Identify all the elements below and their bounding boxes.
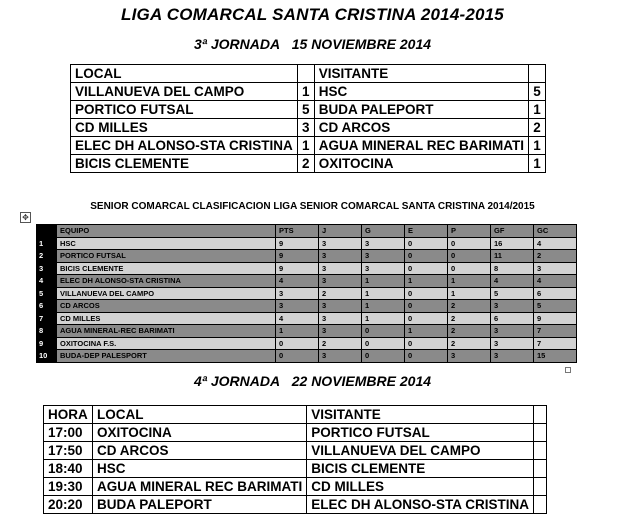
- stat-gf: 8: [491, 262, 534, 275]
- stat-gf: 3: [491, 350, 534, 363]
- visitante-goals: 1: [529, 137, 546, 155]
- team-name: OXITOCINA F.S.: [57, 337, 276, 350]
- team-name: BICIS CLEMENTE: [57, 262, 276, 275]
- stat-gf: 3: [491, 337, 534, 350]
- stat-j: 3: [319, 350, 362, 363]
- stat-g: 3: [362, 262, 405, 275]
- visitante-team: CD MILLES: [307, 478, 534, 496]
- stat-pts: 0: [276, 350, 319, 363]
- local-team: ELEC DH ALONSO-STA CRISTINA: [71, 137, 298, 155]
- stat-gc: 4: [534, 237, 577, 250]
- stat-gf: 3: [491, 325, 534, 338]
- kickoff-time: 17:50: [44, 442, 93, 460]
- team-name: CD ARCOS: [57, 300, 276, 313]
- stat-pts: 3: [276, 287, 319, 300]
- local-header: LOCAL: [93, 406, 307, 424]
- extra-cell: [534, 478, 547, 496]
- stat-j: 2: [319, 287, 362, 300]
- jornada-4-heading: [0, 373, 625, 389]
- local-goals: 1: [297, 83, 314, 101]
- extra-cell: [534, 460, 547, 478]
- stat-pts: 9: [276, 237, 319, 250]
- visitante-team: CD ARCOS: [314, 119, 528, 137]
- standings-row: [37, 312, 577, 325]
- stat-pts: 4: [276, 312, 319, 325]
- stat-gf: 6: [491, 312, 534, 325]
- stat-p: 2: [448, 337, 491, 350]
- standings-row: [37, 237, 577, 250]
- team-name: BUDA-DEP PALESPORT: [57, 350, 276, 363]
- stat-gc: 2: [534, 250, 577, 263]
- col-header: G: [362, 225, 405, 238]
- stat-e: 0: [405, 262, 448, 275]
- stat-p: 0: [448, 237, 491, 250]
- stat-j: 3: [319, 250, 362, 263]
- visitante-team: ELEC DH ALONSO-STA CRISTINA: [307, 496, 534, 514]
- standings-row: [37, 337, 577, 350]
- local-goals: 2: [297, 155, 314, 173]
- stat-e: 1: [405, 275, 448, 288]
- jornada-4-label: 4ª JORNADA: [193, 373, 281, 389]
- jornada-4-fixtures-table: [43, 405, 547, 514]
- standings-row: [37, 275, 577, 288]
- result-row: [71, 83, 546, 101]
- standings-row: [37, 262, 577, 275]
- stat-p: 0: [448, 262, 491, 275]
- team-name: AGUA MINERAL-REC BARIMATI: [57, 325, 276, 338]
- visitante-team: BICIS CLEMENTE: [307, 460, 534, 478]
- local-team: BICIS CLEMENTE: [71, 155, 298, 173]
- stat-e: 0: [405, 350, 448, 363]
- kickoff-time: 17:00: [44, 424, 93, 442]
- col-header: P: [448, 225, 491, 238]
- pos-header: [37, 225, 57, 238]
- stat-e: 0: [405, 250, 448, 263]
- team-name: VILLANUEVA DEL CAMPO: [57, 287, 276, 300]
- team-name: CD MILLES: [57, 312, 276, 325]
- table-move-handle-icon[interactable]: ✥: [20, 212, 31, 223]
- stat-p: 3: [448, 350, 491, 363]
- stat-gf: 16: [491, 237, 534, 250]
- stat-pts: 9: [276, 250, 319, 263]
- fixture-row: [44, 442, 547, 460]
- visitante-team: AGUA MINERAL REC BARIMATI: [314, 137, 528, 155]
- stat-j: 2: [319, 337, 362, 350]
- position: 3: [37, 262, 57, 275]
- standings-row: [37, 300, 577, 313]
- position: 1: [37, 237, 57, 250]
- kickoff-time: 18:40: [44, 460, 93, 478]
- stat-g: 1: [362, 287, 405, 300]
- team-name: PORTICO FUTSAL: [57, 250, 276, 263]
- stat-gc: 6: [534, 287, 577, 300]
- visitante-team: BUDA PALEPORT: [314, 101, 528, 119]
- stat-p: 2: [448, 312, 491, 325]
- stat-g: 0: [362, 350, 405, 363]
- stat-j: 3: [319, 325, 362, 338]
- stat-pts: 4: [276, 275, 319, 288]
- stat-e: 0: [405, 312, 448, 325]
- local-team: OXITOCINA: [93, 424, 307, 442]
- team-name: HSC: [57, 237, 276, 250]
- position: 4: [37, 275, 57, 288]
- standings-row: [37, 325, 577, 338]
- position: 5: [37, 287, 57, 300]
- extra-cell: [534, 424, 547, 442]
- stat-pts: 9: [276, 262, 319, 275]
- stat-e: 0: [405, 300, 448, 313]
- visitante-team: VILLANUEVA DEL CAMPO: [307, 442, 534, 460]
- jornada-4-date: 22 NOVIEMBRE 2014: [291, 373, 432, 389]
- fixtures-header-row: [44, 406, 547, 424]
- extra-cell: [534, 406, 547, 424]
- visitante-goals: 1: [529, 101, 546, 119]
- stat-pts: 0: [276, 337, 319, 350]
- local-goals: 3: [297, 119, 314, 137]
- local-team: CD ARCOS: [93, 442, 307, 460]
- stat-gf: 5: [491, 287, 534, 300]
- stat-gc: 9: [534, 312, 577, 325]
- local-header: LOCAL: [71, 65, 298, 83]
- col-header: GF: [491, 225, 534, 238]
- standings-row: [37, 350, 577, 363]
- standings-title: SENIOR COMARCAL CLASIFICACION LIGA SENIOR COMARCAL SANTA CRISTINA 2014/2015: [90, 201, 535, 212]
- position: 7: [37, 312, 57, 325]
- visitante-header: VISITANTE: [314, 65, 528, 83]
- stat-gc: 7: [534, 337, 577, 350]
- stat-pts: 1: [276, 325, 319, 338]
- stat-g: 1: [362, 300, 405, 313]
- position: 10: [37, 350, 57, 363]
- local-goals: 5: [297, 101, 314, 119]
- stat-gc: 7: [534, 325, 577, 338]
- standings-row: [37, 287, 577, 300]
- position: 6: [37, 300, 57, 313]
- result-row: [71, 101, 546, 119]
- local-team: PORTICO FUTSAL: [71, 101, 298, 119]
- stat-p: 2: [448, 325, 491, 338]
- page-title: LIGA COMARCAL SANTA CRISTINA 2014-2015: [121, 5, 504, 24]
- stat-g: 1: [362, 312, 405, 325]
- col-header: PTS: [276, 225, 319, 238]
- visitante-team: OXITOCINA: [314, 155, 528, 173]
- stat-pts: 3: [276, 300, 319, 313]
- visitante-goals: 5: [529, 83, 546, 101]
- local-team: HSC: [93, 460, 307, 478]
- standings-row: [37, 250, 577, 263]
- stat-e: 0: [405, 337, 448, 350]
- stat-gf: 3: [491, 300, 534, 313]
- stat-j: 3: [319, 237, 362, 250]
- visitante-goals-header: [529, 65, 546, 83]
- jornada-3-heading: [0, 36, 625, 52]
- local-goals: 1: [297, 137, 314, 155]
- stat-g: 3: [362, 237, 405, 250]
- fixture-row: [44, 460, 547, 478]
- stat-e: 0: [405, 237, 448, 250]
- visitante-header: VISITANTE: [307, 406, 534, 424]
- stat-g: 0: [362, 325, 405, 338]
- stat-e: 0: [405, 287, 448, 300]
- team-name: ELEC DH ALONSO-STA CRISTINA: [57, 275, 276, 288]
- col-header: GC: [534, 225, 577, 238]
- position: 9: [37, 337, 57, 350]
- local-team: BUDA PALEPORT: [93, 496, 307, 514]
- visitante-team: HSC: [314, 83, 528, 101]
- standings-header-row: [37, 225, 577, 238]
- stat-gf: 11: [491, 250, 534, 263]
- stat-p: 1: [448, 287, 491, 300]
- local-goals-header: [297, 65, 314, 83]
- local-team: VILLANUEVA DEL CAMPO: [71, 83, 298, 101]
- jornada-3-results-table: [70, 64, 546, 173]
- fixture-row: [44, 424, 547, 442]
- visitante-goals: 2: [529, 119, 546, 137]
- result-row: [71, 155, 546, 173]
- result-row: [71, 119, 546, 137]
- stat-j: 3: [319, 312, 362, 325]
- col-header: EQUIPO: [57, 225, 276, 238]
- extra-cell: [534, 496, 547, 514]
- kickoff-time: 20:20: [44, 496, 93, 514]
- stat-j: 3: [319, 275, 362, 288]
- stat-p: 1: [448, 275, 491, 288]
- local-team: AGUA MINERAL REC BARIMATI: [93, 478, 307, 496]
- fixture-row: [44, 478, 547, 496]
- hora-header: HORA: [44, 406, 93, 424]
- position: 8: [37, 325, 57, 338]
- result-row: [71, 137, 546, 155]
- stat-j: 3: [319, 300, 362, 313]
- stat-gc: 4: [534, 275, 577, 288]
- stat-gc: 3: [534, 262, 577, 275]
- stat-g: 1: [362, 275, 405, 288]
- jornada-3-label: 3ª JORNADA: [193, 36, 281, 52]
- stat-e: 1: [405, 325, 448, 338]
- stat-gf: 4: [491, 275, 534, 288]
- position: 2: [37, 250, 57, 263]
- results-header-row: [71, 65, 546, 83]
- jornada-3-date: 15 NOVIEMBRE 2014: [291, 36, 432, 52]
- stat-g: 0: [362, 337, 405, 350]
- stat-j: 3: [319, 262, 362, 275]
- stat-gc: 15: [534, 350, 577, 363]
- stat-g: 3: [362, 250, 405, 263]
- kickoff-time: 19:30: [44, 478, 93, 496]
- fixture-row: [44, 496, 547, 514]
- stat-p: 0: [448, 250, 491, 263]
- visitante-team: PORTICO FUTSAL: [307, 424, 534, 442]
- stat-p: 2: [448, 300, 491, 313]
- col-header: J: [319, 225, 362, 238]
- extra-cell: [534, 442, 547, 460]
- local-team: CD MILLES: [71, 119, 298, 137]
- visitante-goals: 1: [529, 155, 546, 173]
- col-header: E: [405, 225, 448, 238]
- stat-gc: 5: [534, 300, 577, 313]
- standings-table: [36, 224, 577, 363]
